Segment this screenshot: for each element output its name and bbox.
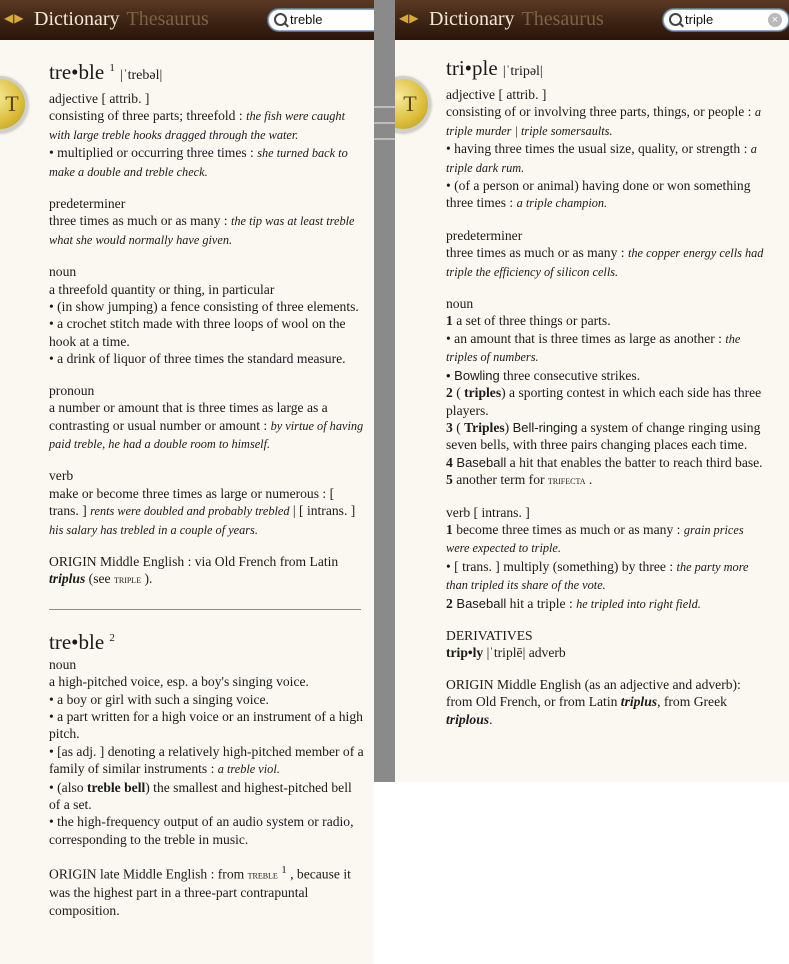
forward-button[interactable]: ▶ (14, 11, 25, 25)
entry-content (49, 56, 364, 919)
headword: tri•ple |ˈtripəl| (446, 56, 543, 80)
search-field[interactable] (663, 9, 789, 31)
definition: • a drink of liquor of three times the standard measure. (49, 351, 346, 367)
pos-label: verb [ intrans. ] (446, 504, 530, 520)
definition: 5 another term for trifecta . (446, 472, 593, 488)
definition: 1 a set of three things or parts. (446, 313, 611, 329)
definition: • a boy or girl with such a singing voice. (49, 691, 269, 707)
nav-arrows (399, 11, 419, 26)
source-tabs (34, 8, 209, 31)
origin: ORIGIN late Middle English : from treble $^1$ , because it was the highest part in a three-part contrapuntal composition. (49, 864, 351, 918)
pos-label: pronoun (49, 382, 95, 398)
pos-label: noun (446, 296, 474, 312)
headword: tre•ble $^1$ |ˈtrebəl| (49, 60, 163, 84)
definition: • (of a person or animal) having done or won something three times : a triple champion. (446, 178, 751, 211)
entry-content (446, 56, 764, 728)
definition: • a part written for a high voice or an instrument of a high pitch. (49, 708, 363, 742)
headword: tre•ble $^2$ (49, 629, 115, 654)
definition: 4 Baseball a hit that enables the batter to reach third base. (446, 454, 763, 470)
dictionary-window-left (0, 0, 374, 964)
definition: • having three times the usual size, quality, or strength : a triple dark rum. (446, 141, 757, 175)
pos-label: noun (49, 656, 77, 672)
definition: make or become three times as large or numerous : [ trans. ] rents were doubled and probably trebled | [ intrans. ] his salary has trebled in a couple of years. (49, 485, 356, 537)
dictionary-medallion-icon: T (395, 76, 431, 132)
definition: 2 Baseball hit a triple : he tripled into right field. (446, 595, 701, 611)
definition: three times as much or as many : the copper energy cells had triple the efficiency of silicon cells. (446, 245, 764, 279)
xref-link[interactable]: trifecta (547, 473, 586, 488)
pronunciation: |ˈtrebəl| (120, 68, 163, 83)
nav-arrows (4, 11, 24, 26)
pos-label: adjective [ attrib. ] (446, 87, 547, 102)
xref-link[interactable]: treble (247, 867, 278, 882)
definition: 3 ( Triples) Bell-ringing a system of change ringing using seven bells, with three pairs changing places each time. (446, 419, 761, 453)
definition: three times as much or as many : the tip was at least treble what she would normally have given. (49, 213, 355, 247)
derivatives-label: DERIVATIVES (446, 627, 533, 643)
search-icon (669, 13, 682, 26)
definition: • the high-frequency output of an audio system or radio, corresponding to the treble in music. (49, 814, 354, 847)
definition: a threefold quantity or thing, in particular (49, 281, 275, 297)
thesaurus-tab[interactable]: Thesaurus (521, 8, 604, 30)
definition: • multiplied or occurring three times : she turned back to make a double and treble check. (49, 145, 348, 179)
definition: • Bowling three consecutive strikes. (446, 367, 641, 383)
definition: consisting of three parts; threefold : the fish were caught with large treble hooks dragged through the water. (49, 108, 345, 142)
pos-label: predeterminer (49, 196, 126, 212)
source-tabs (429, 8, 604, 31)
definition: • (also treble bell) the smallest and highest-pitched bell of a set. (49, 779, 352, 812)
origin: ORIGIN Middle English (as an adjective and adverb): from Old French, or from Latin triplus, from Greek triplous. (446, 676, 741, 727)
entry-divider (49, 609, 361, 610)
definition: 1 become three times as much or as many : grain prices were expected to triple. (446, 521, 744, 556)
pos-label: adjective [ attrib. ] (49, 91, 150, 106)
pos-label: predeterminer (446, 227, 523, 243)
dictionary-medallion-icon: T (0, 76, 28, 132)
dictionary-window-right (395, 0, 789, 782)
pos-label: verb (49, 468, 74, 484)
back-button[interactable]: ◀ (399, 11, 410, 25)
background-window-strip (374, 0, 395, 782)
definition: • [as adj. ] denoting a relatively high-pitched member of a family of similar instruments : a treble viol. (49, 743, 364, 777)
definition: • (in show jumping) a fence consisting of three elements. (49, 299, 359, 315)
back-button[interactable]: ◀ (4, 11, 15, 25)
toolbar (395, 0, 789, 40)
toolbar (0, 0, 374, 40)
derivative: trip•ly |ˈtriplē| adverb (446, 645, 566, 661)
thesaurus-tab[interactable]: Thesaurus (126, 8, 209, 30)
clear-search-icon[interactable]: × (768, 13, 782, 27)
search-field[interactable] (268, 9, 374, 31)
pronunciation: |ˈtripəl| (502, 64, 543, 79)
definition: • an amount that is three times as large as another : the triples of numbers. (446, 330, 741, 365)
search-query[interactable]: treble (290, 12, 323, 27)
forward-button[interactable]: ▶ (409, 11, 420, 25)
definition: a number or amount that is three times as large as a contrasting or usual number or amount : by virtue of having paid treble, he had a double room to himself. (49, 400, 364, 451)
search-query[interactable]: triple (685, 12, 714, 27)
pos-label: noun (49, 264, 77, 280)
origin: ORIGIN Middle English : via Old French from Latin triplus (see triple ). (49, 553, 339, 587)
definition: • [ trans. ] multiply (something) by three : the party more than tripled its share of the vote. (446, 558, 749, 593)
definition: consisting of or involving three parts, things, or people : a triple murder | triple somersaults. (446, 104, 761, 138)
dictionary-tab[interactable]: Dictionary (34, 8, 120, 30)
search-icon (274, 13, 287, 26)
definition: 2 ( triples) a sporting contest in which each side has three players. (446, 385, 762, 418)
definition: a high-pitched voice, esp. a boy's singing voice. (49, 674, 309, 690)
xref-link[interactable]: triple (113, 572, 142, 587)
definition: • a crochet stitch made with three loops of wool on the hook at a time. (49, 316, 346, 349)
dictionary-tab[interactable]: Dictionary (429, 8, 515, 30)
